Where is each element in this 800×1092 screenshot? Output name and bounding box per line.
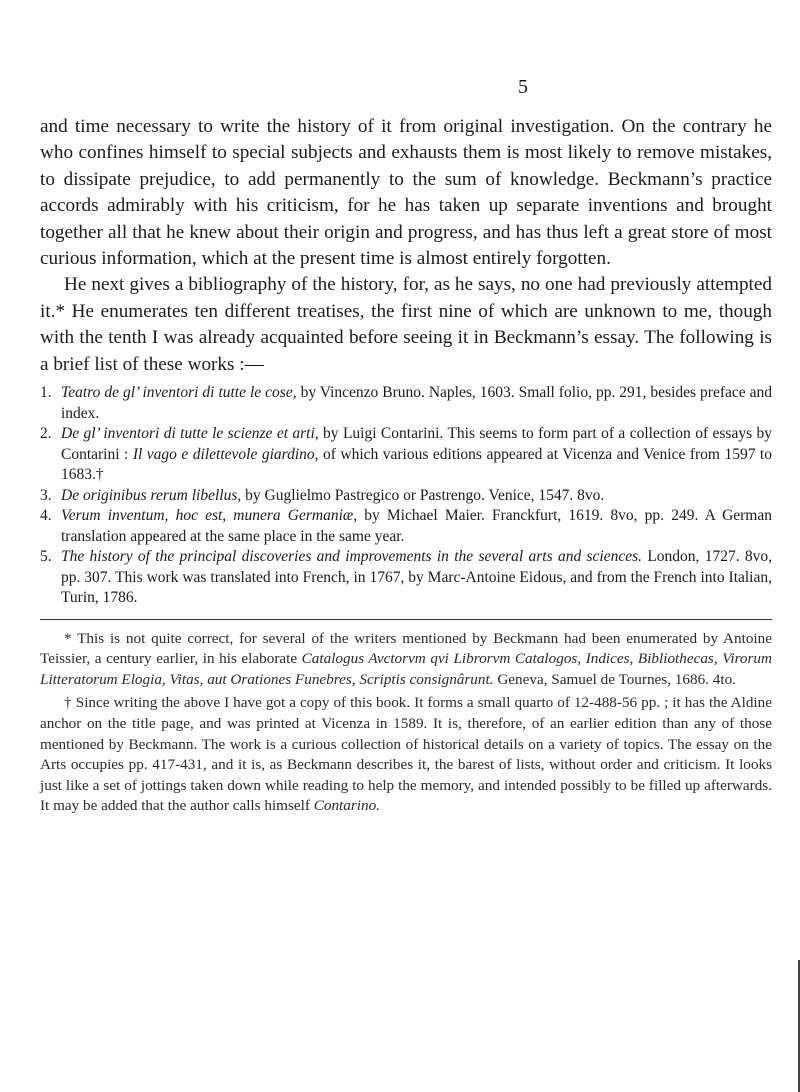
list-item — [40, 506, 772, 547]
item-title-secondary: Il vago e dilettevole giardino, — [132, 445, 319, 463]
item-title: Teatro de gl’ inventori di tutte le cose, — [61, 384, 297, 402]
list-item — [40, 424, 772, 486]
item-details: by Guglielmo Pastregico or Pastrengo. Venice, 1547. 8vo. — [241, 486, 605, 504]
list-item — [40, 486, 772, 507]
item-title: Verum inventum, hoc est, munera Germaniæ, — [61, 507, 358, 525]
item-number: 4. — [40, 507, 52, 525]
footnote-text: † Since writing the above I have got a copy of this book. It forms a small quarto of 12-488-56 pp. ; it has the Aldine anchor on the title page, and was printed at Vicenza in 1589. It is, therefore, of an earlier edition than any of those mentioned by Beckmann. The work is a curious collection of historical details on a variety of topics. The essay on the Arts occupies pp. 417-431, and it is, as Beckmann describes it, the barest of lists, without order and criticism. It looks just like a set of jottings taken down while reading to help the memory, and intended possibly to be filled up afterwards. It may be added that the author calls himself — [40, 694, 772, 815]
list-item — [40, 547, 772, 609]
item-details: London, 1727. 8vo, pp. 307. This work was translated into French, in 1767, by Marc-Antoine Eidous, and from the French into Italian, Turin, 1786. — [61, 548, 773, 607]
footnote-title: Contarino. — [313, 797, 380, 815]
item-number: 5. — [40, 548, 52, 566]
item-title: De originibus rerum libellus, — [61, 486, 242, 504]
item-details: by Michael Maier. Franckfurt, 1619. 8vo, pp. 249. A German translation appeared at the same place in the same year. — [61, 507, 772, 545]
body-text — [40, 114, 772, 817]
footnote-dagger — [40, 693, 772, 817]
footnote-text-end: Geneva, Samuel de Tournes, 1686. 4to. — [493, 670, 736, 688]
footnote-title: Catalogus Avctorvm qvi Librorvm Catalogos, Indices, Bibliothecas, Virorum Litteratorum Elogia, Vitas, aut Orationes Funebres, Scriptis consignârunt. — [40, 650, 772, 688]
footnote-divider — [40, 619, 772, 620]
item-title: De gl’ inventori di tutte le scienze et arti, — [61, 425, 319, 443]
item-number: 3. — [40, 486, 52, 504]
item-number: 2. — [40, 425, 52, 443]
paragraph-1: and time necessary to write the history of it from original investigation. On the contrary he who confines himself to special subjects and exhausts them is most likely to remove mistakes, to dissipate prejudice, to add permanently to the sum of knowledge. Beckmann’s practice accords admirably with his criticism, for he has taken up separate inventions and brought together all that he knew about their origin and progress, and has thus left a great store of most curious information, which at the present time is almost entirely forgotten. — [40, 116, 772, 270]
item-number: 1. — [40, 384, 52, 402]
item-title: The history of the principal discoveries and improvements in the several arts and sciences. — [61, 548, 643, 566]
bibliography-list — [40, 383, 772, 609]
item-details-secondary: of which various editions appeared at Vicenza and Venice from 1597 to 1683.† — [61, 445, 772, 484]
item-details: by Luigi Contarini. This seems to form part of a collection of essays by Contarini : — [61, 425, 772, 463]
page-number: 5 — [518, 76, 529, 98]
item-details: by Vincenzo Bruno. Naples, 1603. Small folio, pp. 291, besides preface and index. — [61, 384, 773, 422]
list-item — [40, 383, 772, 424]
footnote-text: * This is not quite correct, for several of the writers mentioned by Beckmann had been enumerated by Antoine Teissier, a century earlier, in his elaborate — [40, 629, 772, 668]
paragraph-2: He next gives a bibliography of the history, for, as he says, no one had previously attempted it.* He enumerates ten different treatises, the first nine of which are unknown to me, though with the tenth I was already acquainted before seeing it in Beckmann’s essay. The following is a brief list of these works :— — [40, 274, 772, 375]
footnote-asterisk — [40, 629, 772, 691]
